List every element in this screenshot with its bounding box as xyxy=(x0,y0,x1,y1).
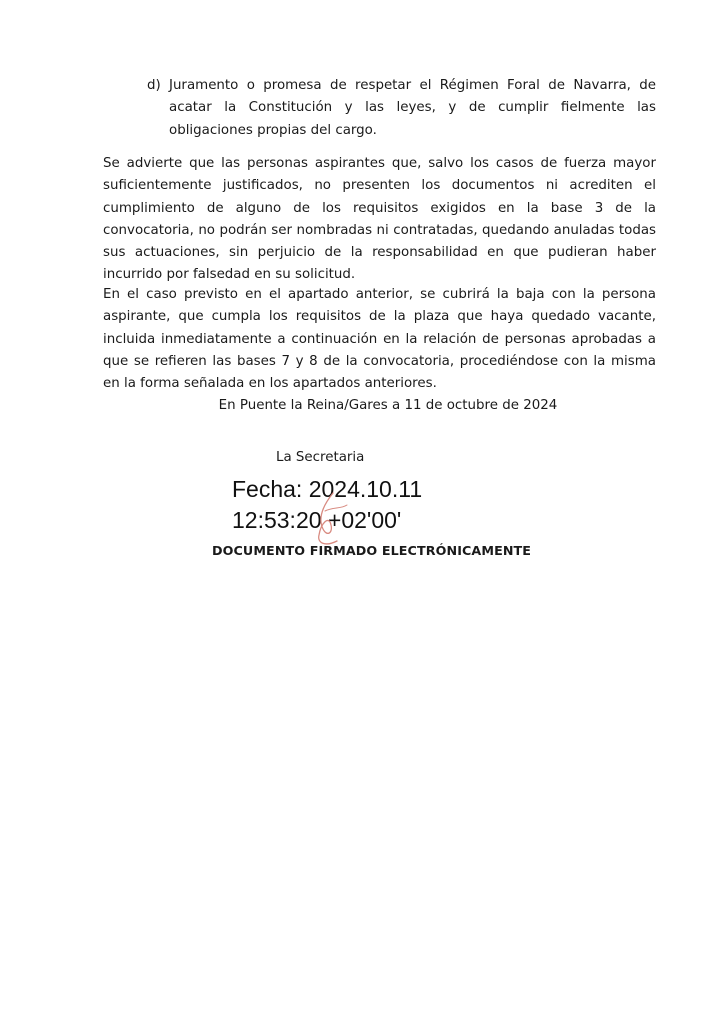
stamp-time-line: 12:53:20 +02'00' xyxy=(232,507,402,533)
signed-electronically-note: DOCUMENTO FIRMADO ELECTRÓNICAMENTE xyxy=(212,543,532,558)
list-item-marker: d) xyxy=(147,78,161,93)
list-item-text: Juramento o promesa de respetar el Régimen Foral de Navarra, de acatar la Constitución y las leyes, y de cumplir fielmente las obligaciones propias del cargo. xyxy=(169,78,656,138)
list-item-d xyxy=(147,75,656,142)
warning-paragraph: Se advierte que las personas aspirantes que, salvo los casos de fuerza mayor suficientemente justificados, no presenten los documentos ni acrediten el cumplimiento de alguno de los requisitos exigidos en la base 3 de la convocatoria, no podrán ser nombradas ni contratadas, quedando anuladas todas sus actuaciones, sin perjuicio de la responsabilidad en que pudieran haber incurrido por falsedad en su solicitud. xyxy=(103,156,656,283)
vacancy-paragraph: En el caso previsto en el apartado anterior, se cubrirá la baja con la persona aspirante, que cumpla los requisitos de la plaza que haya quedado vacante, incluida inmediatamente a continuación en la relación de personas aprobadas a que se refieren las bases 7 y 8 de la convocatoria, procediéndose con la misma en la forma señalada en los apartados anteriores. xyxy=(103,287,656,392)
stamp-date-line: Fecha: 2024.10.11 xyxy=(232,476,423,502)
place-date-line: En Puente la Reina/Gares a 11 de octubre de 2024 xyxy=(218,398,558,413)
handwritten-signature-icon xyxy=(303,489,363,551)
signer-role: La Secretaria xyxy=(276,450,365,465)
